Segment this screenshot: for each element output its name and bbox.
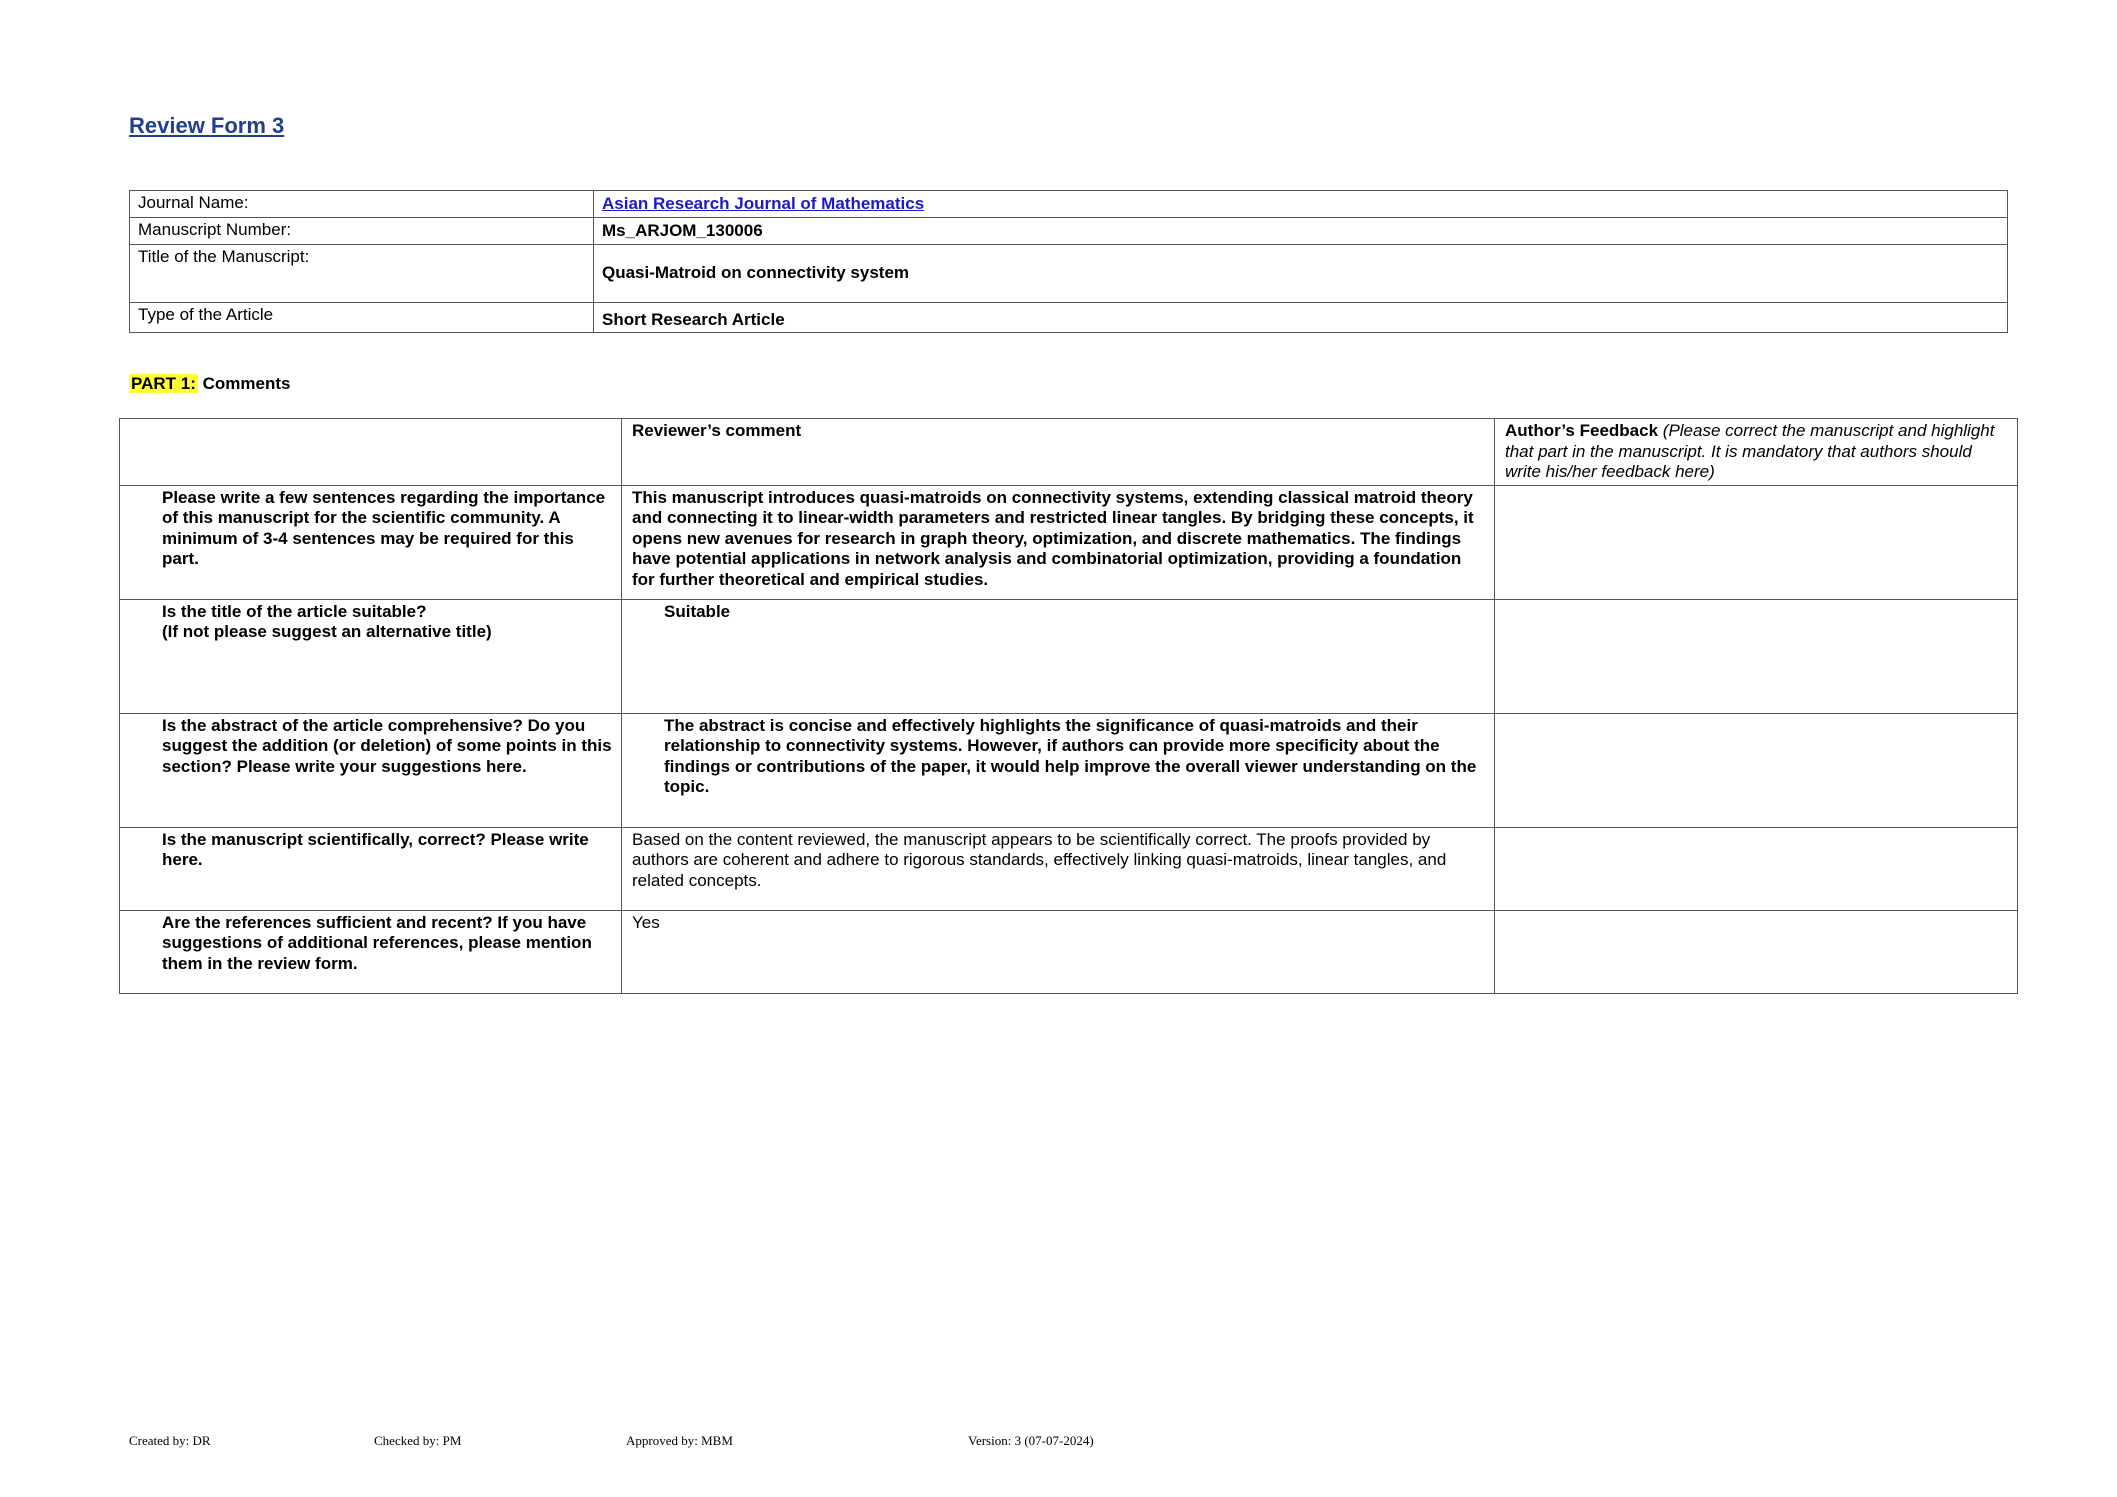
article-type-value: Short Research Article <box>594 303 2008 333</box>
part-heading <box>129 374 290 394</box>
footer-created: Created by: DR <box>129 1433 211 1448</box>
article-type-label: Type of the Article <box>130 303 594 333</box>
question-references: Are the references sufficient and recent? If you have suggestions of additional references, please mention them in the review form. <box>120 910 622 993</box>
author-feedback-field[interactable] <box>1495 599 2018 713</box>
manuscript-number-label: Manuscript Number: <box>130 218 594 245</box>
author-feedback-field[interactable] <box>1495 485 2018 599</box>
header-empty-cell <box>120 419 622 486</box>
table-row <box>120 485 2018 599</box>
part-title: Comments <box>202 374 291 393</box>
question-abstract: Is the abstract of the article comprehensive? Do you suggest the addition (or deletion) of some points in this section? Please write your suggestions here. <box>120 713 622 827</box>
author-feedback-field[interactable] <box>1495 827 2018 910</box>
header-author-feedback <box>1495 419 2018 486</box>
footer-version: Version: 3 (07-07-2024) <box>968 1433 1094 1448</box>
manuscript-info-table <box>129 190 2008 333</box>
footer-approved: Approved by: MBM <box>626 1433 733 1448</box>
author-feedback-title: Author’s Feedback <box>1505 421 1659 440</box>
reviewer-answer-importance: This manuscript introduces quasi-matroids on connectivity systems, extending classical matroid theory and connecting it to linear-width parameters and restricted linear tangles. By bridging these concepts, it opens new avenues for research in graph theory, optimization, and discrete mathematics. The findings have potential applications in network analysis and combinatorial optimization, providing a foundation for further theoretical and empirical studies. <box>622 485 1495 599</box>
manuscript-title-value: Quasi-Matroid on connectivity system <box>594 245 2008 303</box>
question-title: Is the title of the article suitable? (If not please suggest an alternative title) <box>120 599 622 713</box>
header-reviewer-comment: Reviewer’s comment <box>622 419 1495 486</box>
reviewer-answer-scientific: Based on the content reviewed, the manuscript appears to be scientifically correct. The proofs provided by authors are coherent and adhere to rigorous standards, effectively linking quasi-matroids, linear tangles, and related concepts. <box>622 827 1495 910</box>
manuscript-number-value: Ms_ARJOM_130006 <box>594 218 2008 245</box>
author-feedback-field[interactable] <box>1495 910 2018 993</box>
author-feedback-field[interactable] <box>1495 713 2018 827</box>
footer-checked: Checked by: PM <box>374 1433 462 1448</box>
reviewer-answer-abstract: The abstract is concise and effectively highlights the significance of quasi-matroids and their relationship to connectivity systems. However, if authors can provide more specificity about the findings or contributions of the paper, it would help improve the overall viewer understanding on the topic. <box>622 713 1495 827</box>
question-importance: Please write a few sentences regarding the importance of this manuscript for the scientific community. A minimum of 3-4 sentences may be required for this part. <box>120 485 622 599</box>
journal-link[interactable]: Asian Research Journal of Mathematics <box>602 194 925 213</box>
form-title: Review Form 3 <box>129 113 285 138</box>
comments-table <box>119 418 2018 994</box>
table-row <box>120 599 2018 713</box>
reviewer-answer-references: Yes <box>622 910 1495 993</box>
question-scientific: Is the manuscript scientifically, correct? Please write here. <box>120 827 622 910</box>
manuscript-title-label: Title of the Manuscript: <box>130 245 594 303</box>
table-row <box>120 827 2018 910</box>
table-row <box>120 910 2018 993</box>
reviewer-answer-title: Suitable <box>622 599 1495 713</box>
journal-value-cell <box>594 191 2008 218</box>
part-number: PART 1: <box>131 374 196 393</box>
author-feedback-instructions: (Please correct the manuscript and highlight that part in the manuscript. It is mandatory that authors should write his/her feedback here) <box>1505 421 1995 481</box>
journal-label: Journal Name: <box>130 191 594 218</box>
table-row <box>120 713 2018 827</box>
